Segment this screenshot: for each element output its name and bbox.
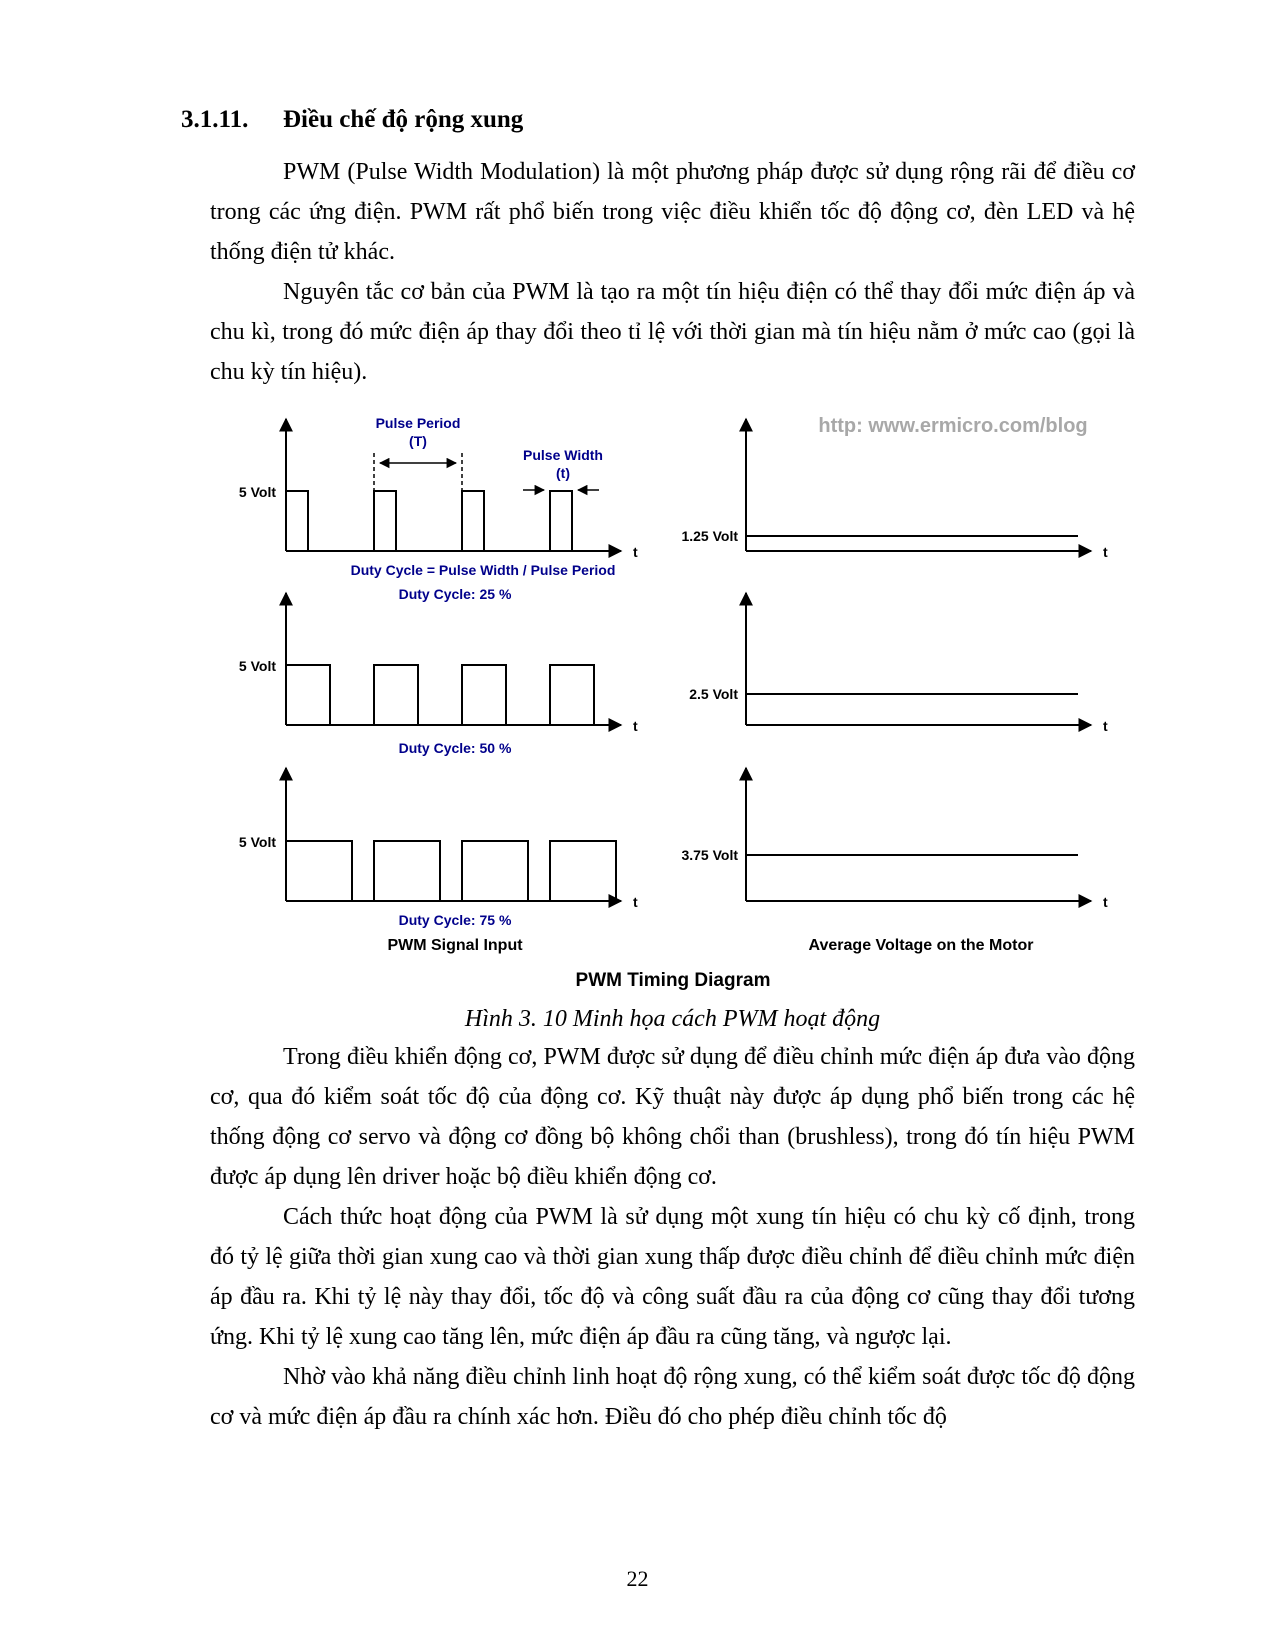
y-axis-label: 5 Volt	[238, 834, 276, 850]
paragraph-2: Nguyên tắc cơ bản của PWM là tạo ra một tín hiệu điện có thể thay đổi mức điện áp và chu kì, trong đó mức điện áp thay đổi theo tỉ lệ với thời gian mà tín hiệu nằm ở mức cao (gọi là chu kỳ tín hiệu).	[210, 279, 1135, 385]
section-heading	[181, 106, 1135, 134]
average-voltage-125-plot	[681, 419, 1108, 560]
average-voltage-375-plot	[681, 768, 1108, 910]
t-label: t	[1102, 718, 1108, 734]
paragraph-3: Trong điều khiển động cơ, PWM được sử dụng để điều chỉnh mức điện áp đưa vào động cơ, qua đó kiểm soát tốc độ của động cơ. Kỹ thuật này được áp dụng phổ biến trong các hệ thống động cơ servo và động cơ đồng bộ không chổi than (brushless), trong đó tín hiệu PWM được áp dụng lên driver hoặc bộ điều khiển động cơ.	[210, 1044, 1135, 1190]
average-voltage-label: 1.25 Volt	[680, 528, 738, 544]
watermark-text: http: www.ermicro.com/blog	[817, 415, 1088, 437]
pwm-timing-diagram	[233, 408, 1113, 993]
pulse-width-annotation	[523, 447, 603, 490]
paragraph-5: Nhờ vào khả năng điều chỉnh linh hoạt độ rộng xung, có thể kiểm soát được tốc độ động cơ và mức điện áp đầu ra chính xác hơn. Điều đó cho phép điều chỉnh tốc độ	[210, 1364, 1135, 1430]
paragraph-1: PWM (Pulse Width Modulation) là một phương pháp được sử dụng rộng rãi để điều cơ trong các ứng điện. PWM rất phổ biến trong việc điều khiển tốc độ động cơ, đèn LED và hệ thống điện tử khác.	[210, 159, 1135, 265]
y-axis-label: 5 Volt	[238, 658, 276, 674]
pulse-period-annotation	[374, 415, 462, 500]
waveform-75-signal	[286, 841, 618, 901]
average-voltage-label: 3.75 Volt	[680, 847, 738, 863]
waveform-75-plot	[238, 768, 637, 910]
pulse-period-symbol: (T)	[408, 433, 427, 449]
duty-cycle-25-label: Duty Cycle: 25 %	[398, 586, 511, 602]
section-title: Điều chế độ rộng xung	[283, 106, 524, 133]
pulse-period-label: Pulse Period	[375, 415, 460, 431]
pulse-width-symbol: (t)	[555, 465, 570, 481]
figure-caption: Hình 3. 10 Minh họa cách PWM hoạt động	[464, 1006, 881, 1032]
t-label: t	[1102, 894, 1108, 910]
t-label: t	[632, 894, 638, 910]
y-axis-label: 5 Volt	[238, 484, 276, 500]
average-voltage-footer: Average Voltage on the Motor	[808, 937, 1033, 954]
section-number: 3.1.11.	[181, 106, 249, 133]
waveform-50-plot	[238, 593, 637, 734]
diagram-title: PWM Timing Diagram	[575, 970, 770, 991]
duty-formula-label: Duty Cycle = Pulse Width / Pulse Period	[350, 562, 615, 578]
average-voltage-25-plot	[689, 593, 1108, 734]
pwm-figure	[233, 408, 1113, 1033]
duty-cycle-50-label: Duty Cycle: 50 %	[398, 740, 511, 756]
t-label: t	[632, 718, 638, 734]
waveform-25-signal	[286, 491, 616, 551]
waveform-50-signal	[286, 665, 616, 725]
t-label: t	[1102, 544, 1108, 560]
paragraph-4: Cách thức hoạt động của PWM là sử dụng một xung tín hiệu có chu kỳ cố định, trong đó tỷ lệ giữa thời gian xung cao và thời gian xung thấp được điều chỉnh để điều chỉnh mức điện áp đầu ra. Khi tỷ lệ này thay đổi, tốc độ và công suất đầu ra của động cơ cũng thay đổi tương ứng. Khi tỷ lệ xung cao tăng lên, mức điện áp đầu ra cũng tăng, và ngược lại.	[210, 1204, 1135, 1350]
pulse-width-label: Pulse Width	[522, 447, 603, 463]
duty-cycle-75-label: Duty Cycle: 75 %	[398, 912, 511, 928]
page-number: 22	[626, 1566, 649, 1591]
average-voltage-label: 2.5 Volt	[688, 686, 738, 702]
pwm-signal-input-label: PWM Signal Input	[386, 937, 523, 954]
t-label: t	[632, 544, 638, 560]
